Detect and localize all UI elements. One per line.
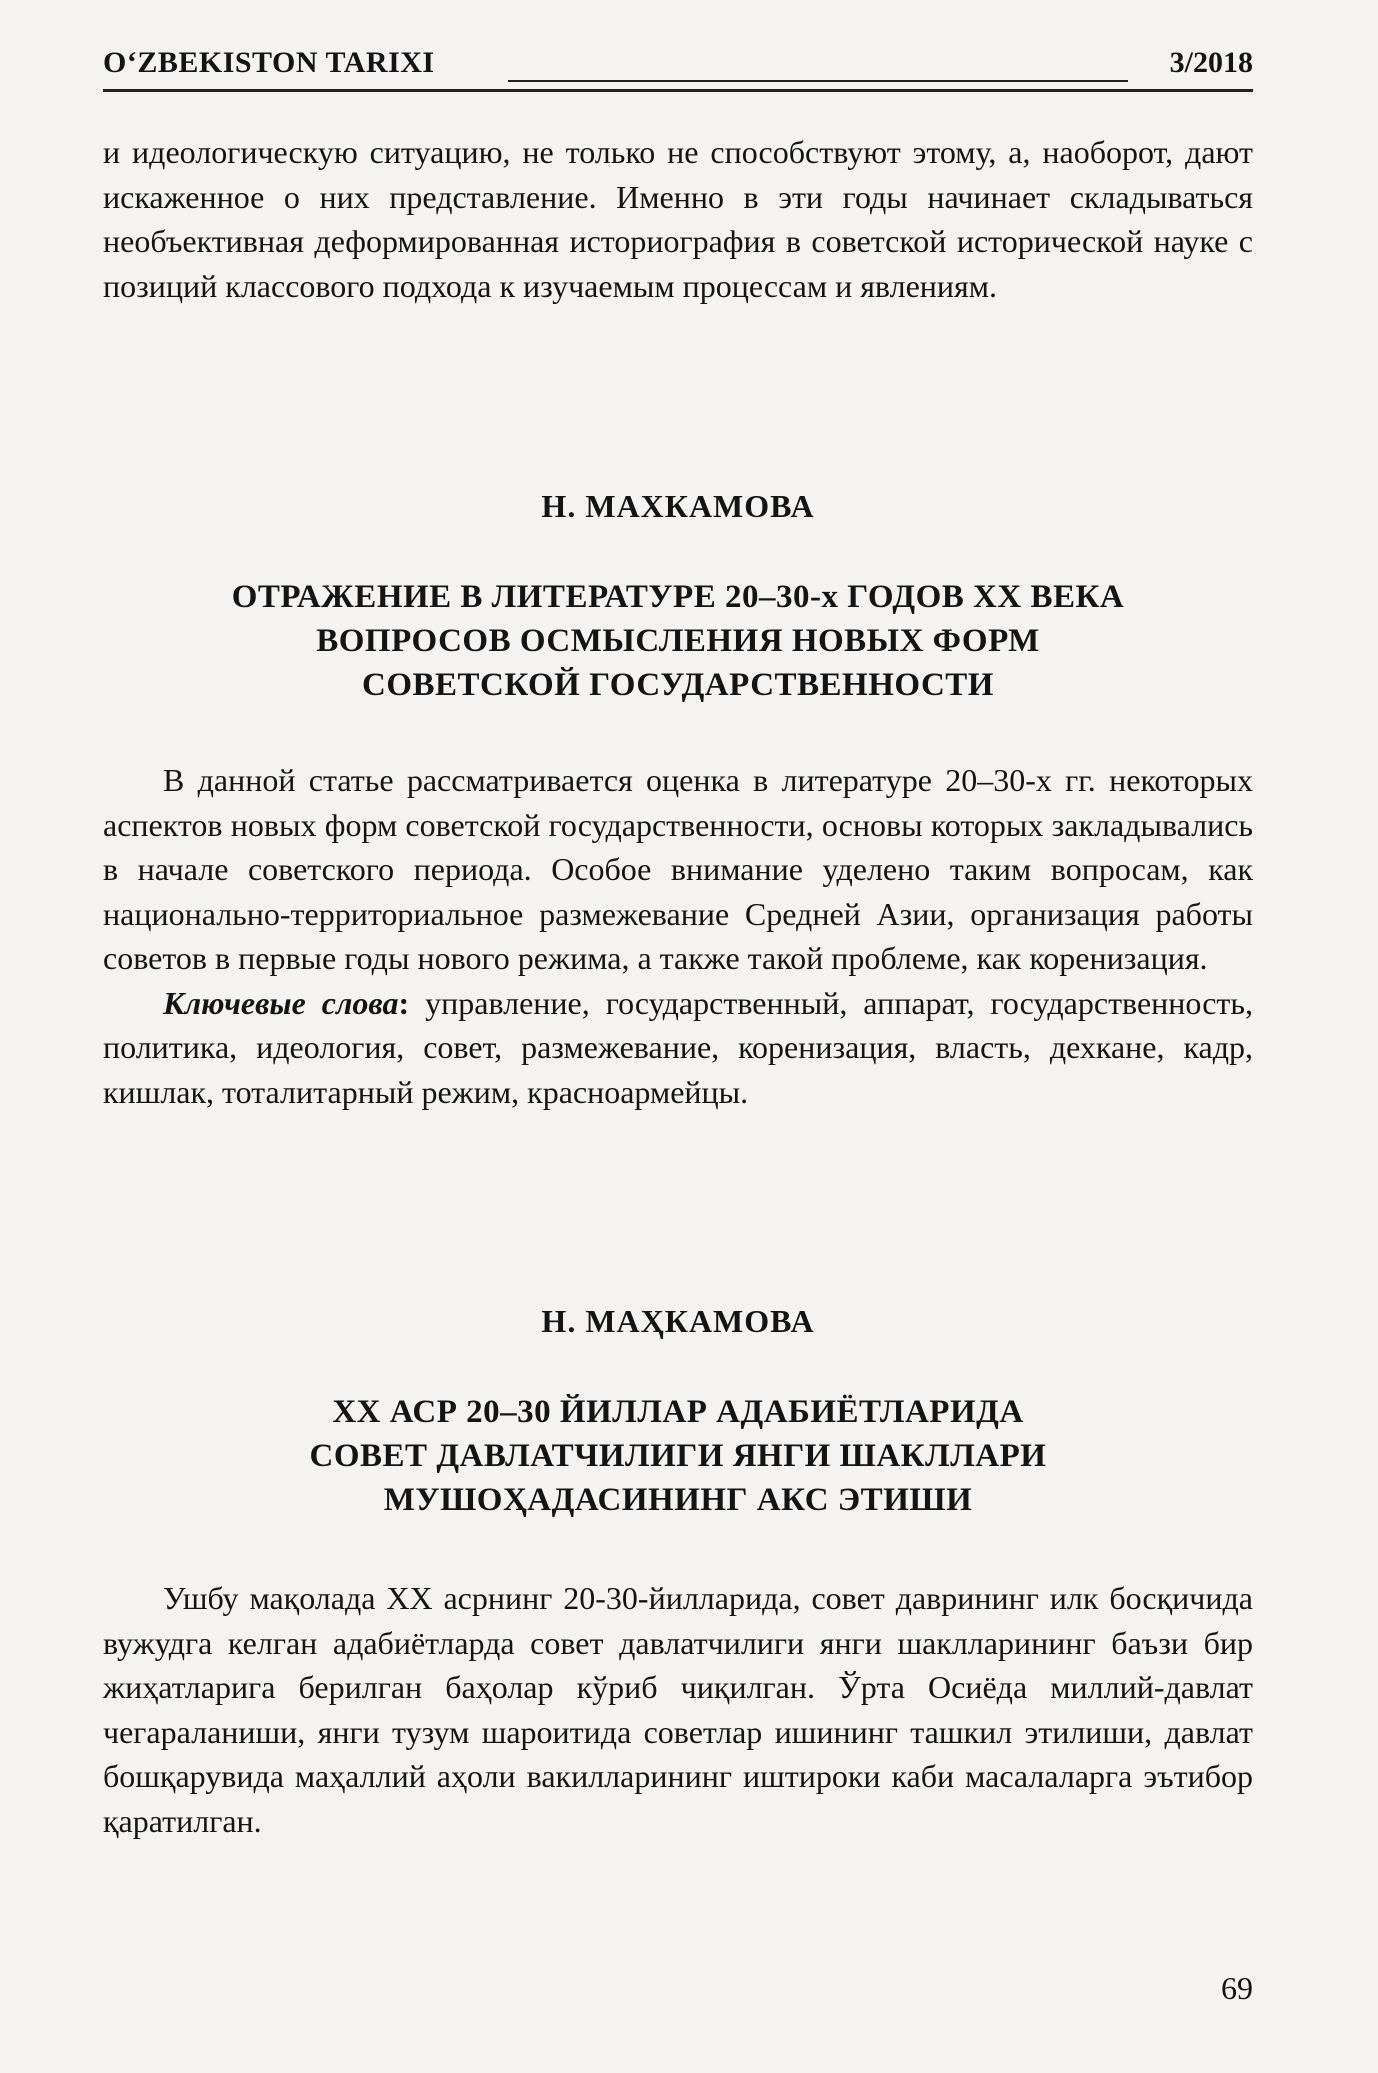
header-divider bbox=[103, 89, 1253, 92]
author-uz: Н. МАҲКАМОВА bbox=[541, 1303, 815, 1339]
intro-text bbox=[103, 130, 1253, 308]
abstract-uz bbox=[103, 1576, 1253, 1843]
title-ru-line-2: ВОПРОСОВ ОСМЫСЛЕНИЯ НОВЫХ ФОРМ bbox=[316, 623, 1040, 659]
header-rule bbox=[508, 80, 1128, 82]
title-uz-line-1: XX АСР 20–30 ЙИЛЛАР АДАБИЁТЛАРИДА bbox=[332, 1394, 1024, 1430]
keywords-colon: : bbox=[398, 984, 410, 1021]
keywords-label: Ключевые слова bbox=[163, 984, 399, 1021]
title-ru-line-3: СОВЕТСКОЙ ГОСУДАРСТВЕННОСТИ bbox=[362, 667, 994, 703]
running-header bbox=[103, 40, 1253, 90]
title-uz-line-2: СОВЕТ ДАВЛАТЧИЛИГИ ЯНГИ ШАКЛЛАРИ bbox=[309, 1438, 1047, 1474]
title-ru-line-1: ОТРАЖЕНИЕ В ЛИТЕРАТУРЕ 20–30-х ГОДОВ XX ВЕКА bbox=[231, 579, 1125, 615]
abstract-ru bbox=[103, 758, 1253, 1114]
intro-paragraph: и идеологическую ситуацию, не только не способствуют этому, а, наоборот, дают искаженное о них представление. Именно в эти годы начинает складываться необъективная деформированная историография в советской исторической науке с позиций классового подхода к изучаемым процессам и явлениям. bbox=[103, 134, 1253, 304]
journal-title: O‘ZBEKISTON TARIXI bbox=[103, 46, 435, 79]
page-number: 69 bbox=[1221, 1970, 1253, 2006]
abstract-ru-text: В данной статье рассматривается оценка в литературе 20–30-х гг. некоторых аспектов новых форм советской государственности, основы которых закладывались в начале советского периода. Особое внимание уделено таким вопросам, как национально-территориальное размежевание Средней Азии, организация работы советов в первые годы нового режима, а также такой проблеме, как коренизация. bbox=[103, 762, 1253, 976]
author-ru: Н. МАХКАМОВА bbox=[541, 488, 815, 524]
article-title-ru bbox=[103, 575, 1253, 707]
issue-number: 3/2018 bbox=[1169, 46, 1253, 79]
article-title-uz bbox=[103, 1390, 1253, 1522]
keywords-list: управление, государственный, аппарат, государственность, политика, идеология, совет, размежевание, коренизация, власть, дехкане, кадр, кишлак, тоталитарный режим, красноармейцы. bbox=[103, 984, 1254, 1110]
title-uz-line-3: МУШОҲАДАСИНИНГ АКС ЭТИШИ bbox=[383, 1482, 973, 1518]
keywords-ru bbox=[103, 981, 1253, 1115]
abstract-uz-text: Ушбу мақолада XX асрнинг 20-30-йилларида, совет даврининг илк босқичида вужудга келган адабиётларда совет давлатчилиги янги шаклларининг баъзи бир жиҳатларига берилган баҳолар кўриб чиқилган. Ўрта Осиёда миллий-давлат чегараланиши, янги тузум шароитида советлар ишининг ташкил этилиши, давлат бошқарувида маҳаллий аҳоли вакилларининг иштироки каби масалаларга эътибор қаратилган. bbox=[103, 1580, 1253, 1839]
